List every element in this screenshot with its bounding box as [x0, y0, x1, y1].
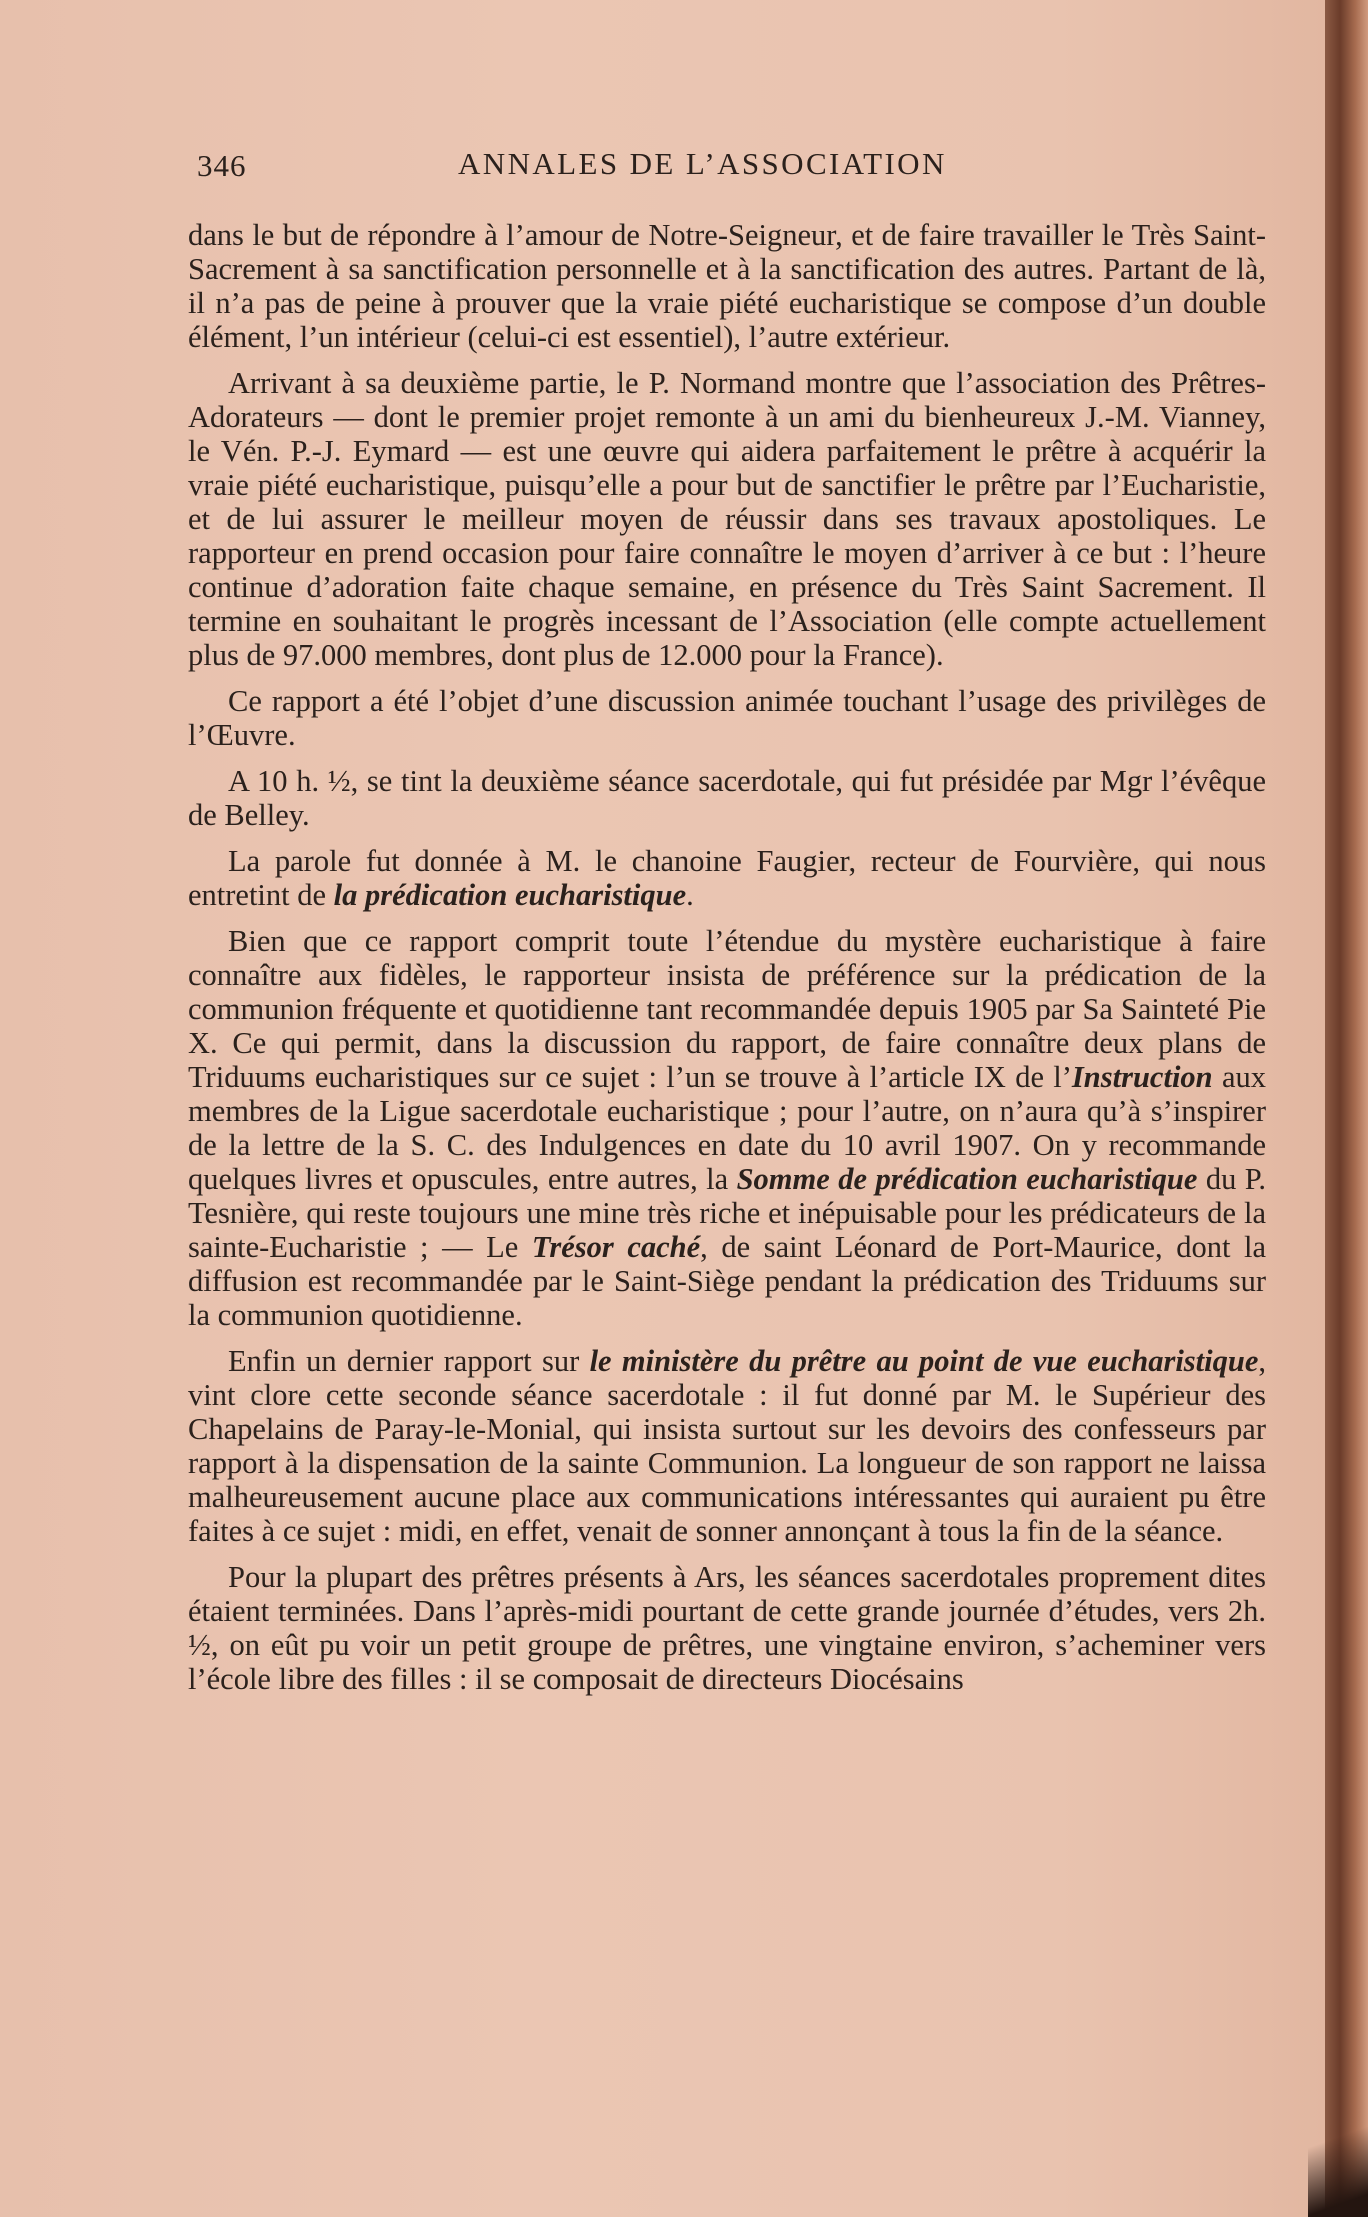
page-header [188, 146, 1268, 190]
text-segment: Pour la plupart des prêtres présents à Ars, les séances sacerdotales proprement dites étaient terminées. Dans l’après-midi pourtant de cette grande journée d’études, vers 2h. ½, on eût pu voir un petit groupe de prêtres, une vingtaine environ, s’acheminer vers l’école libre des filles : il se composait de directeurs Diocésains [188, 1560, 1266, 1696]
italic-title: le ministère du prêtre au point de vue eucharistique [589, 1344, 1259, 1378]
text-segment: dans le but de répondre à l’amour de Notre-Seigneur, et de faire travailler le Très Saint-Sacrement à sa sanctification personnelle et à la sanctification des autres. Partant de là, il n’a pas de peine à prouver que la vraie piété eucharistique se compose d’un double élément, l’un intérieur (celui-ci est essentiel), l’autre extérieur. [188, 218, 1266, 354]
text-segment: A 10 h. ½, se tint la deuxième séance sacerdotale, qui fut présidée par Mgr l’évêque de Belley. [188, 764, 1266, 832]
text-segment: Ce rapport a été l’objet d’une discussion animée touchant l’usage des privilèges de l’Œuvre. [188, 684, 1266, 752]
body-text [188, 218, 1266, 1708]
italic-title: la prédication eucharistique [333, 878, 687, 912]
paragraph [188, 1560, 1266, 1696]
text-segment: du P. Tesnière, qui reste toujours une mine très riche et inépuisable pour les prédicateurs de la sainte-Eucharistie ; — Le [188, 1162, 1266, 1264]
italic-title: Instruction [1071, 1060, 1213, 1094]
text-segment: Arrivant à sa deuxième partie, le P. Normand montre que l’association des Prêtres-Adorateurs — dont le premier projet remonte à un ami du bienheureux J.-M. Vianney, le Vén. P.-J. Eymard — est une œuvre qui aidera parfaitement le prêtre à acquérir la vraie piété eucharistique, puisqu’elle a pour but de sanctifier le prêtre par l’Eucharistie, et de lui assurer le meilleur moyen de réussir dans ses travaux apostoliques. Le rapporteur en prend occasion pour faire connaître le moyen d’arriver à ce but : l’heure continue d’adoration faite chaque semaine, en présence du Très Saint Sacrement. Il termine en souhaitant le progrès incessant de l’Association (elle compte actuellement plus de 97.000 membres, dont plus de 12.000 pour la France). [188, 366, 1266, 672]
italic-title: Trésor caché [531, 1230, 701, 1264]
paragraph [188, 1344, 1266, 1548]
text-segment: Bien que ce rapport comprit toute l’étendue du mystère eucharistique à faire connaître aux fidèles, le rapporteur insista de préférence sur la prédication de la communion fréquente et quotidienne tant recommandée depuis 1905 par Sa Sainteté Pie X. Ce qui permit, dans la discussion du rapport, de faire connaître deux plans de Triduums eucharistiques sur ce sujet : l’un se trouve à l’article IX de l’ [188, 924, 1266, 1094]
book-spine-edge [1325, 0, 1368, 2217]
running-title: ANNALES DE L’ASSOCIATION [458, 146, 947, 181]
text-segment: , de saint Léonard de Port-Maurice, dont la diffusion est recommandée par le Saint-Siège pendant la prédication des Triduums sur la communion quotidienne. [188, 1230, 1266, 1332]
text-segment: aux membres de la Ligue sacerdotale eucharistique ; pour l’autre, on n’aura qu’à s’inspirer de la lettre de la S. C. des Indulgences en date du 10 avril 1907. On y recommande quelques livres et opuscules, entre autres, la [188, 1060, 1266, 1196]
page-number: 346 [197, 148, 247, 183]
italic-title: Somme de prédication eucharistique [736, 1162, 1198, 1196]
paragraph [188, 924, 1266, 1332]
text-segment: . [686, 878, 694, 912]
text-segment: , vint clore cette seconde séance sacerdotale : il fut donné par M. le Supérieur des Chapelains de Paray-le-Monial, qui insista surtout sur les devoirs des confesseurs par rapport à la dispensation de la sainte Communion. La longueur de son rapport ne laissa malheureusement aucune place aux communications intéressantes qui auraient pu être faites à ce sujet : midi, en effet, venait de sonner annonçant à tous la fin de la séance. [188, 1344, 1266, 1548]
paragraph [188, 844, 1266, 912]
text-segment: La parole fut donnée à M. le chanoine Faugier, recteur de Fourvière, qui nous entretint de [188, 844, 1266, 912]
corner-shadow [1308, 2087, 1368, 2217]
paragraph [188, 764, 1266, 832]
text-segment: Enfin un dernier rapport sur [228, 1344, 590, 1378]
paragraph [188, 218, 1266, 354]
paragraph [188, 366, 1266, 672]
paragraph [188, 684, 1266, 752]
